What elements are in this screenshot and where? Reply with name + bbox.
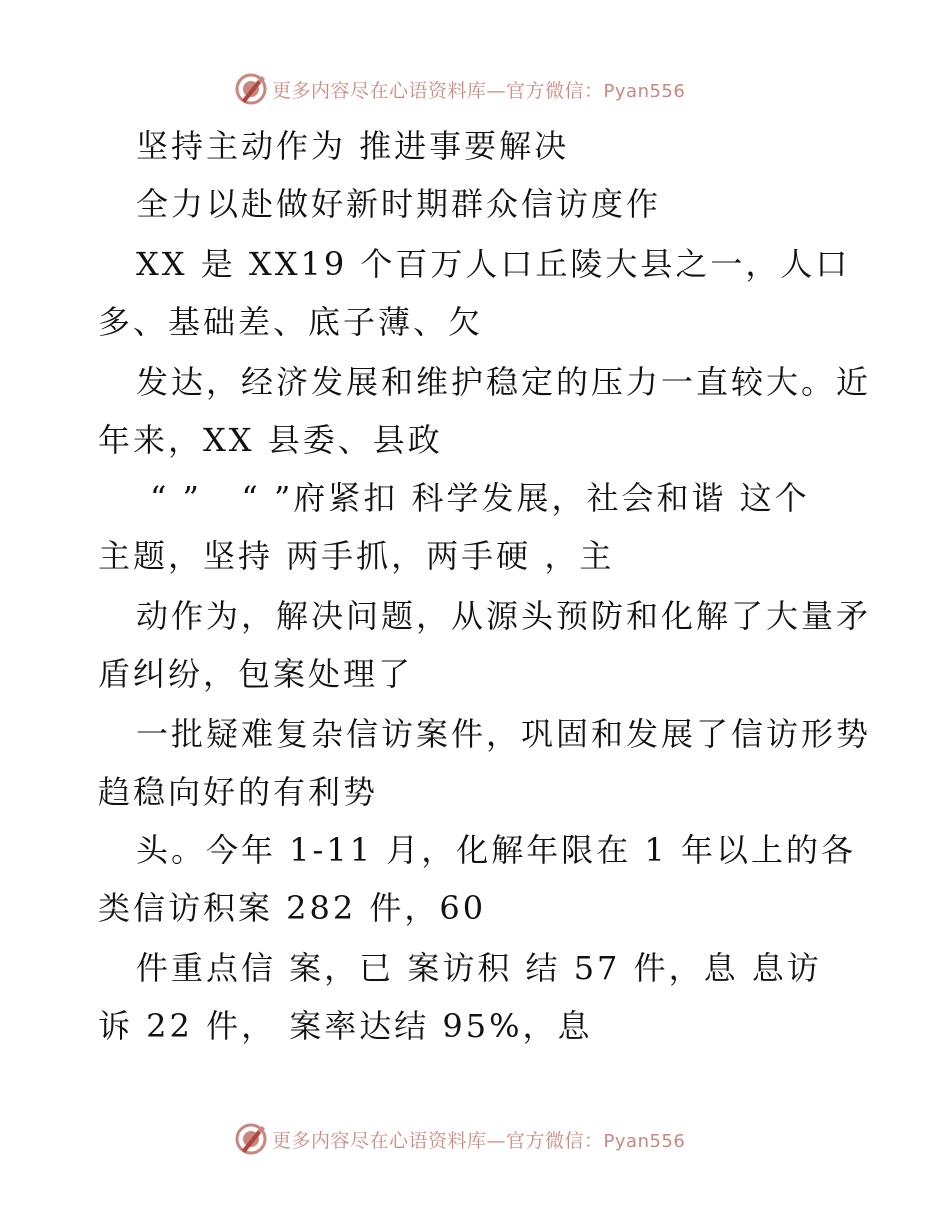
doc-line: 主题，坚持 两手抓，两手硬 ，主 — [98, 537, 615, 575]
banner-wechat-label: 官方微信： — [506, 79, 604, 102]
doc-line: 头。今年 1-11 月，化解年限在 1 年以上的各 — [136, 831, 856, 869]
doc-line: 类信访积案 282 件，60 — [98, 889, 487, 927]
banner-wechat-id: Pyan556 — [603, 1130, 686, 1152]
doc-line: 发达，经济发展和维护稳定的压力一直较大。近 — [136, 363, 872, 401]
doc-line: 诉 22 件， 案率达结 95%，息 — [98, 1007, 593, 1045]
banner-brand: 更多内容尽在心语资料库— — [272, 1129, 507, 1152]
doc-title: 坚持主动作为 推进事要解决 — [136, 127, 570, 165]
doc-line: 多、基础差、底子薄、欠 — [98, 303, 484, 341]
doc-line: 年来，XX 县委、县政 — [98, 421, 443, 459]
header-banner — [234, 72, 714, 106]
doc-line: 盾纠纷，包案处理了 — [98, 655, 414, 693]
doc-line: 一批疑难复杂信访案件，巩固和发展了信访形势 — [136, 715, 872, 753]
banner-brand: 更多内容尽在心语资料库— — [272, 79, 507, 102]
doc-subtitle: 全力以赴做好新时期群众信访度作 — [136, 185, 662, 223]
footer-banner — [234, 1122, 714, 1156]
doc-line: 动作为，解决问题，从源头预防和化解了大量矛 — [136, 597, 872, 635]
banner-text — [272, 1126, 685, 1153]
banner-text — [272, 76, 685, 103]
pen-logo-icon — [234, 72, 268, 106]
doc-line: 趋稳向好的有利势 — [98, 773, 379, 811]
doc-line: “ ” “ ”府紧扣 科学发展，社会和谐 这个 — [150, 479, 810, 517]
pen-logo-icon — [234, 1122, 268, 1156]
doc-line: 件重点信 案，已 案访积 结 57 件，息 息访 — [136, 949, 822, 987]
banner-wechat-id: Pyan556 — [603, 80, 686, 102]
banner-wechat-label: 官方微信： — [506, 1129, 604, 1152]
doc-line: XX 是 XX19 个百万人口丘陵大县之一，人口 — [136, 245, 851, 283]
